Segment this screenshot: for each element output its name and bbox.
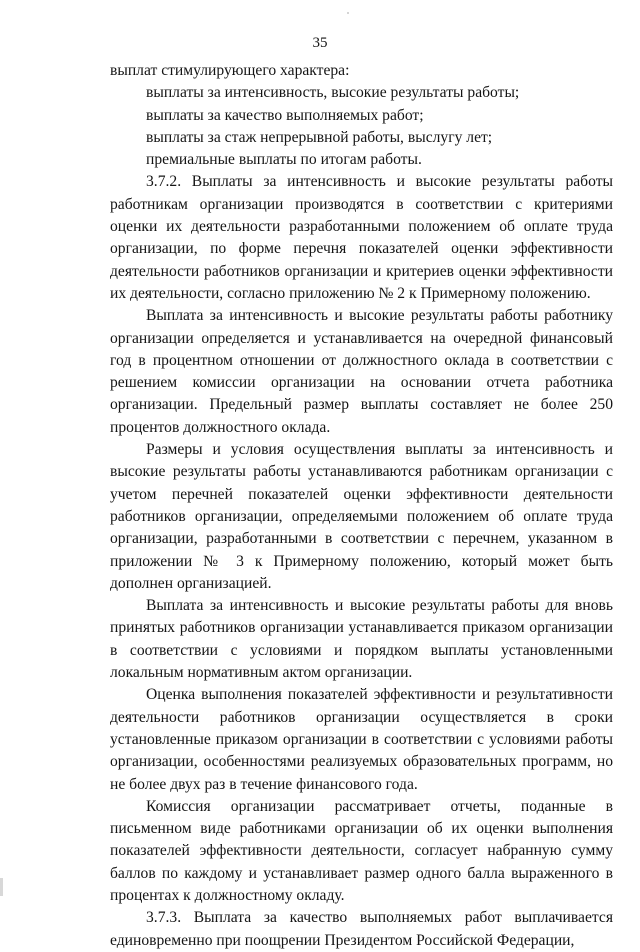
paragraph-payment-determination: Выплата за интенсивность и высокие результаты работы работнику организации определяется и устанавливается на очередной финансовый год в процентном отношении от должностного оклада в соответствии с решением комиссии организации на основании отчета работника организации. Предельный размер выплаты составляет не более 250 процентов должностного оклада. [110, 307, 613, 436]
paragraph-commission: Комиссия организации рассматривает отчеты, поданные в письменном виде работниками организации об их оценки выполнения показателей эффективности деятельности, согласует набранную сумму баллов по каждому и устанавливает размер одного балла выраженного в процентах к должностному окладу. [110, 797, 613, 904]
list-item-bonus: премиальные выплаты по итогам работы. [146, 151, 422, 169]
scan-artifact-dot [347, 12, 349, 14]
paragraph-payment-conditions: Размеры и условия осуществления выплаты за интенсивность и высокие результаты работы устанавливаются работникам организации с учетом перечней показателей оценки эффективности деятельности работников организации, определяемыми положением об оплате труда организации, разработанными в соответствии с перечнем, указанном в приложении № 3 к Примерному положению, который может быть дополнен организацией. [110, 441, 613, 592]
paragraph-3-7-2: 3.7.2. Выплаты за интенсивность и высокие результаты работы работникам организации производятся в соответствии с критериями оценки их деятельности разработанными положением об оплате труда организации, по форме перечня показателей оценки эффективности деятельности работников организации и критериев оценки эффективности их деятельности, согласно приложению № 2 к Примерному положению. [110, 173, 613, 302]
paragraph-list-intro: выплат стимулирующего характера: [110, 62, 350, 79]
paragraph-evaluation: Оценка выполнения показателей эффективности и результативности деятельности работников организации осуществляется в сроки установленные приказом организации в соответствии с условиями работы организации, особенностями реализуемых образовательных программ, но не более двух раз в течение финансового года. [110, 686, 613, 793]
paragraph-3-7-3: 3.7.3. Выплата за качество выполняемых работ выплачивается единовременно при поощрении Президентом Российской Федерации, [110, 909, 613, 949]
paragraph-new-employees: Выплата за интенсивность и высокие результаты работы для вновь принятых работников организации устанавливается приказом организации в соответствии с условиями и порядком выплаты установленными локальным нормативным актом организации. [110, 597, 613, 682]
page-number: 35 [312, 35, 328, 51]
list-item-seniority: выплаты за стаж непрерывной работы, выслугу лет; [146, 128, 493, 146]
list-item-intensity: выплаты за интенсивность, высокие результаты работы; [146, 84, 520, 102]
list-item-quality: выплаты за качество выполняемых работ; [146, 106, 424, 124]
document-body [110, 60, 613, 952]
scan-edge-mark [0, 878, 3, 896]
